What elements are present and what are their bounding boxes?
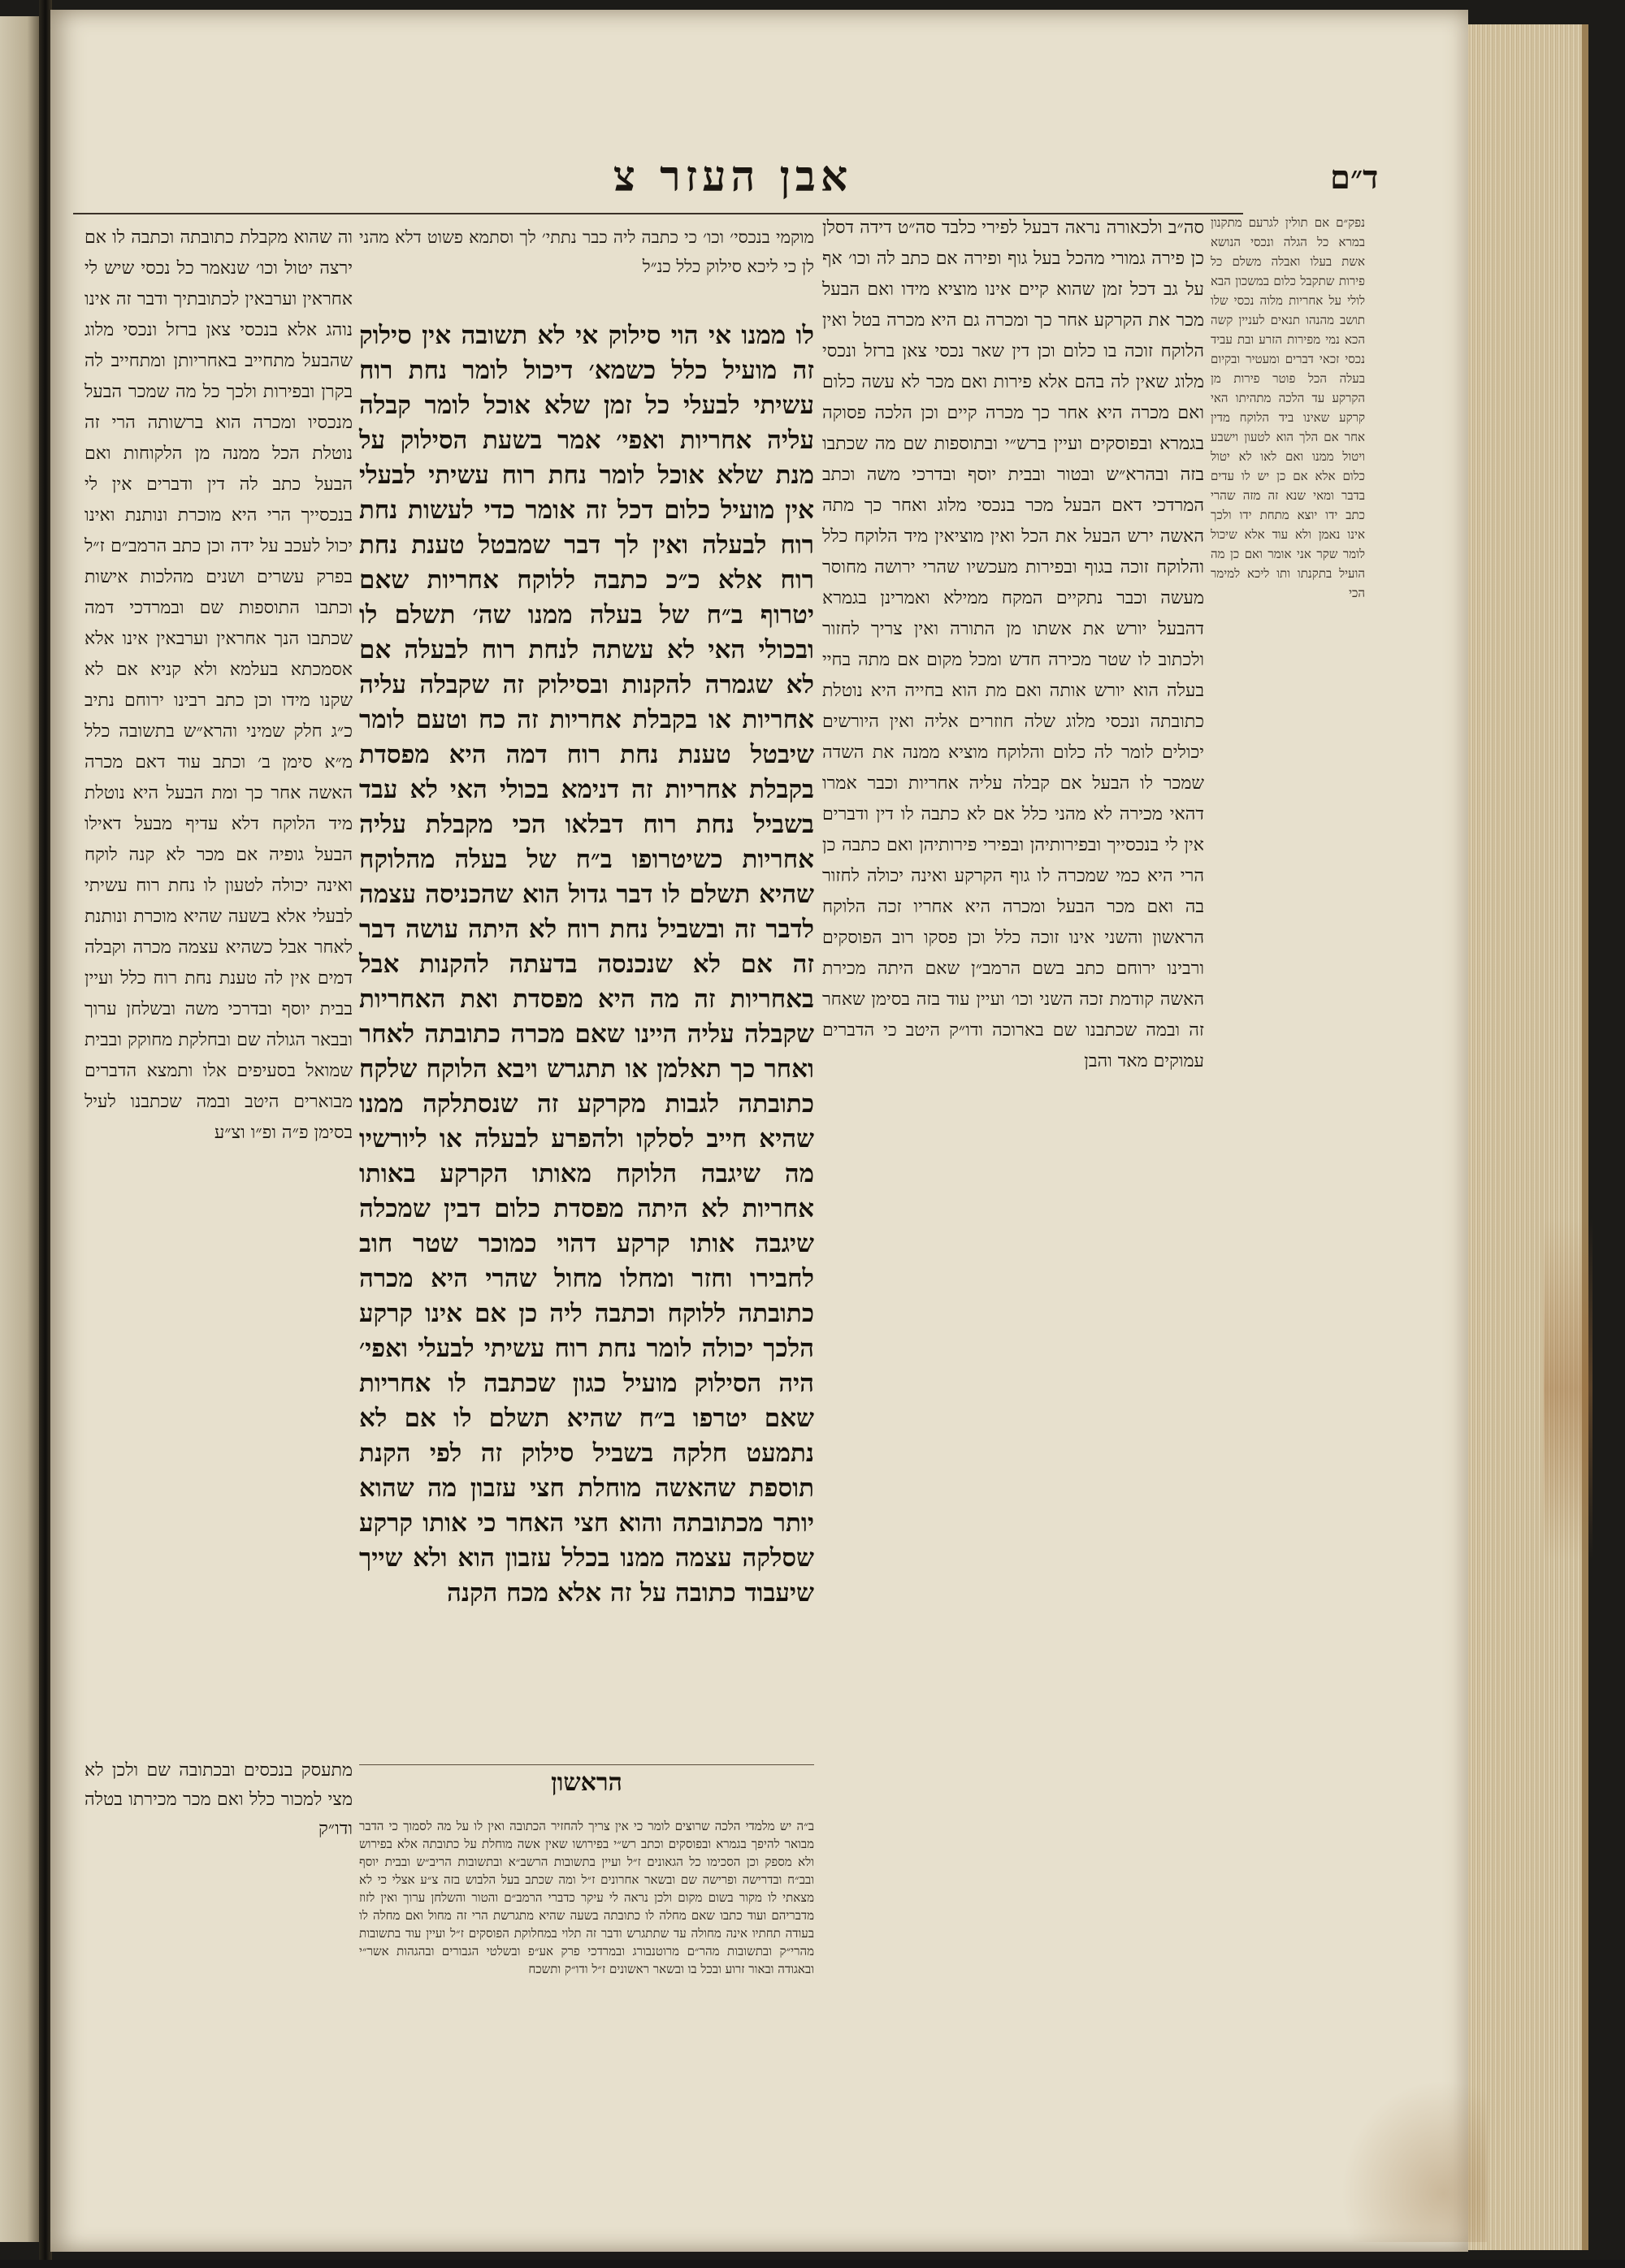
page-fore-edge bbox=[1468, 24, 1588, 2250]
commentary-left-text: וה שהוא מקבלת כתובתה וכתבה לו אם ירצה יטול וכו׳ שנאמר כל נכסי שיש לי אחראין וערבאין לכתובתיך ודבר זה אינו נוהג אלא בנכסי צאן ברזל ונכסי מלוג שהבעל מתחייב באחריותן ומתחייב לה בקרן ובפירות ולכך כל מה שמכר הבעל מנכסיו ומכרה הוא ברשותה הרי זה נוטלת הכל ממנה מן הלקוחות ואם הבעל כתב לה דין ודברים אין לי בנכסייך הרי היא מוכרת ונותנת ואינו יכול לעכב על ידה וכן כתב הרמב״ם ז״ל בפרק עשרים ושנים מהלכות אישות וכתבו התוספות שם ובמרדכי דמה שכתבו הנך אחראין וערבאין אינו אלא אסמכתא בעלמא ולא קניא אם לא שקנו מידו וכן כתב רבינו ירוחם נתיב כ״ג חלק שמיני והרא״ש בתשובה כלל מ״א סימן ב׳ וכתב עוד דאם מכרה האשה אחר כך ומת הבעל היא נוטלת מיד הלוקח דלא עדיף מבעל דאילו הבעל גופיה אם מכר לא קנה לוקח ואינה יכולה לטעון לו נחת רוח עשיתי לבעלי אלא בשעה שהיא מוכרת ונותנת לאחר אבל כשהיא עצמה מכרה וקבלה דמים אין לה טענת נחת רוח כלל ועיין בבית יוסף ובדרכי משה ובשלחן ערוך ובבאר הגולה שם ובחלקת מחוקק ובבית שמואל בסעיפים אלו ותמצא הדברים מבוארים היטב ובמה שכתבנו לעיל בסימן פ״ה ופ״ו וצ״ע bbox=[84, 227, 353, 1143]
section-divider bbox=[359, 1764, 814, 1765]
main-text-header: מוקמי בנכסי׳ וכו׳ כי כתבה ליה כבר נתתי׳ לך וסתמא פשוט דלא מהני לן כי ליכא סילוק כלל כנ״ל bbox=[359, 227, 814, 276]
commentary-right-column bbox=[822, 213, 1204, 2268]
commentary-left-ending: מתעסק בנכסים ובכתובה שם ולכן לא מצי למכור כלל ואם מכר מכירתו בטלה ודו״ק bbox=[84, 1760, 353, 1839]
header-rule bbox=[73, 213, 1243, 214]
marginal-gloss-text: נפק״ם אם תולין לגרעם מתקנון במרא כל הגלה ונכסי הנושא אשת בעלו ואבלה משלם כל פירות שתקבל כלום במשכון הבא לולי על אחריות מלוה נכסי שלו תושב מהנהו תנאים לעניין קשה הכא נמי מפירות הזרע ובת עביד נכסי זכאי דברים ומעטיר ובקיום בעלה הכל פוטר פירות מן הקרקע עד הלכה מתהיתו האי קרקע שאינו ביד הלוקח מדין אחר אם הלך הוא לטעון וישבע ויטול ממנו ואם לאו לא יטול כלום אלא אם כן יש לו עדים בדבר ומאי שנא זה מזה שהרי כתב ידו יוצא מתחת ידו ולכך אינו נאמן ולא עוד אלא שיכול לומר שקר אני אומר ואם כן מה הועיל בתקנתו ותו ליכא למימר הכי bbox=[1211, 215, 1365, 600]
running-title: אבן העזר צ bbox=[613, 152, 853, 201]
folio-number: ד״ם bbox=[1330, 158, 1379, 197]
commentary-right-text: סה״ב ולכאורה נראה דבעל לפירי כלבד סה״ט דידה דסלן כן פירה גמורי מהכל בעל גוף ופירה אם כתב לה וכו׳ אף על גב דכל זמן שהוא קיים אינו מוציא מידו ואם הבעל מכר את הקרקע אחר כך ומכרה גם היא מכרה בטל ואין הלוקח זוכה בו כלום וכן דין שאר נכסי צאן ברזל ונכסי מלוג שאין לה בהם אלא פירות ואם מכר לא עשה כלום ואם מכרה היא אחר כך מכרה קיים וכן הלכה פסוקה בגמרא ובפוסקים ועיין ברש״י ובתוספות שם מה שכתבו בזה ובהרא״ש ובטור ובבית יוסף ובדרכי משה וכתב המרדכי דאם הבעל מכר בנכסי מלוג ואחר כך מתה האשה ירש הבעל את הכל ואין מוציאין מיד הלוקח כלל והלוקח זוכה בגוף ובפירות מעכשיו שהרי ירושה מחוסר מעשה וכבר נתקיים המקח ממילא ואמרינן בגמרא דהבעל יורש את אשתו מן התורה ואין צריך לחזור ולכתוב לו שטר מכירה חדש ומכל מקום אם מתה בחיי בעלה הוא יורש אותה ואם מת הוא בחייה היא נוטלת כתובתה ונכסי מלוג שלה חוזרים אליה ואין היורשים יכולים לומר לה כלום והלוקח מוציא ממנה את השדה שמכר לו הבעל אם קבלה עליה אחריות וכבר אמרו דהאי מכירה לא מהני כלל אם לא כתבה לו דין ודברים אין לי בנכסייך ובפירותיהן ובפירי פירותיהן ואם כתבה כן הרי היא כמי שמכרה לו גוף הקרקע ואינה יכולה לחזור בה ואם מכר הבעל ומכרה היא אחריו זכה הלוקח הראשון והשני אינו זוכה כלל וכן פסקו רוב הפוסקים ורבינו ירוחם כתב בשם הרמב״ן שאם היתה מכירת האשה קודמת זכה השני וכו׳ ועיין עוד בזה בסימן שאחר זה ובמה שכתבנו שם בארוכה ודו״ק היטב כי הדברים עמוקים מאד והבן bbox=[822, 218, 1204, 1071]
footnotes-text: ב״ה יש מלמדי הלכה שרוצים לומר כי אין צריך להחזיר הכתובה ואין לו על מה לסמוך כי הדבר מבואר להיפך בגמרא ובפוסקים וכתב רש״י בפירושו שאין אשה מוחלת על כתובתה אלא בפירוש ולא מספק וכן הסכימו כל הגאונים ז״ל ועיין בתשובות הרשב״א ובתשובות הריב״ש ובבית יוסף ובב״ח ובדרישה ופרישה שם ובשאר אחרונים ז״ל ומה שכתב בעל הלבוש בזה צ״ע אצלי כי לא מצאתי לו מקור בשום מקום ולכן נראה לי עיקר כדברי הרמב״ם והטור והשלחן ערוך ואין לזוז מדבריהם ועוד כתבו שאם מחלה לו כתובתה בשעה שהיא מתגרשת הרי זה מחול ואם מחלה לו בעודה תחתיו אינה מחולה עד שתתגרש ודבר זה תלוי במחלוקת הפוסקים ז״ל ועיין עוד בתשובות מהרי״ק ובתשובות מהר״ם מרוטנבורג ובמרדכי פרק אע״פ ובשלטי הגבורים ובהגהות אשר״י ובאגודה ובאור זרוע ובכל בו ובשאר ראשונים ז״ל ודו״ק ותשכח bbox=[359, 1819, 814, 1976]
corner-stain bbox=[1341, 2080, 1487, 2242]
edge-stain bbox=[1544, 1218, 1592, 1560]
left-page-edge bbox=[0, 16, 39, 2242]
main-text-body: לו ממנו אי הוי סילוק אי לא תשובה אין סילוק זה מועיל כלל כשמא׳ דיכול לומר נחת רוח עשיתי לבעלי כל זמן שלא אוכל לומר קבלה עליה אחריות ואפי׳ אמר בשעת הסילוק על מנת שלא אוכל לומר נחת רוח עשיתי לבעלי אין מועיל כלום דכל זה אומר כדי לעשות נחת רוח לבעלה ואין לך דבר שמבטל טענת נחת רוח אלא כ״כ כתבה ללוקח אחריות שאם יטרוף ב״ח של בעלה ממנו שה׳ תשלם לו ובכולי האי לא עשתה לנחת רוח לבעלה אם לא שגמרה להקנות ובסילוק זה שקבלה עליה אחריות או בקבלת אחריות זה כח וטעם לומר שיבטל טענת נחת רוח דמה היא מפסדת בקבלת אחריות זה דנימא בכולי האי לא עבד בשביל נחת רוח דבלאו הכי מקבלת עליה אחריות כשיטרופו ב״ח של בעלה מהלוקח שהיא תשלם לו דבר גדול הוא שהכניסה עצמה לדבר זה ובשביל נחת רוח לא היתה עושה דבר זה אם לא שנכנסה בדעתה להקנות אבל באחריות זה מה היא מפסדת ואת האחריות שקבלה עליה היינו שאם מכרה כתובתה לאחר ואחר כך תאלמן או תתגרש ויבא הלוקח שלקח כתובתה לגבות מקרקע זה שנסתלקה ממנו שהיא חייב לסלקו ולהפרע לבעלה או ליורשיו מה שיגבה הלוקח מאותו הקרקע באותו אחריות לא היתה מפסדת כלום דבין שמכלה שיגבה אותו קרקע דהוי כמוכר שטר חוב לחבירו וחזר ומחלו מחול שהרי היא מכרה כתובתה ללוקח וכתבה ליה כן אם אינו קרקע הלכך יכולה לומר נחת רוח עשיתי לבעלי ואפי׳ היה הסילוק מועיל כגון שכתבה לו אחריות שאם יטרפו ב״ח שהיא תשלם לו אם לא נתמעט חלקה בשביל סילוק זה לפי הקנת תוספת שהאשה מוחלת חצי עזבון מה שהוא יותר מכתובתה והוא חצי האחר כי אותו קרקע שסלקה עצמה ממנו בכלל עזבון הוא ולא שייך שיעבוד כתובה על זה אלא מכח הקנה bbox=[359, 321, 814, 1608]
commentary-left-column bbox=[84, 223, 353, 1807]
book-page bbox=[50, 10, 1468, 2252]
section-end-label: הראשון bbox=[551, 1768, 622, 1797]
main-text-column bbox=[359, 318, 814, 1756]
page-header bbox=[50, 152, 1468, 217]
marginal-gloss bbox=[1211, 213, 1365, 1366]
footnotes-block bbox=[359, 1817, 814, 2191]
